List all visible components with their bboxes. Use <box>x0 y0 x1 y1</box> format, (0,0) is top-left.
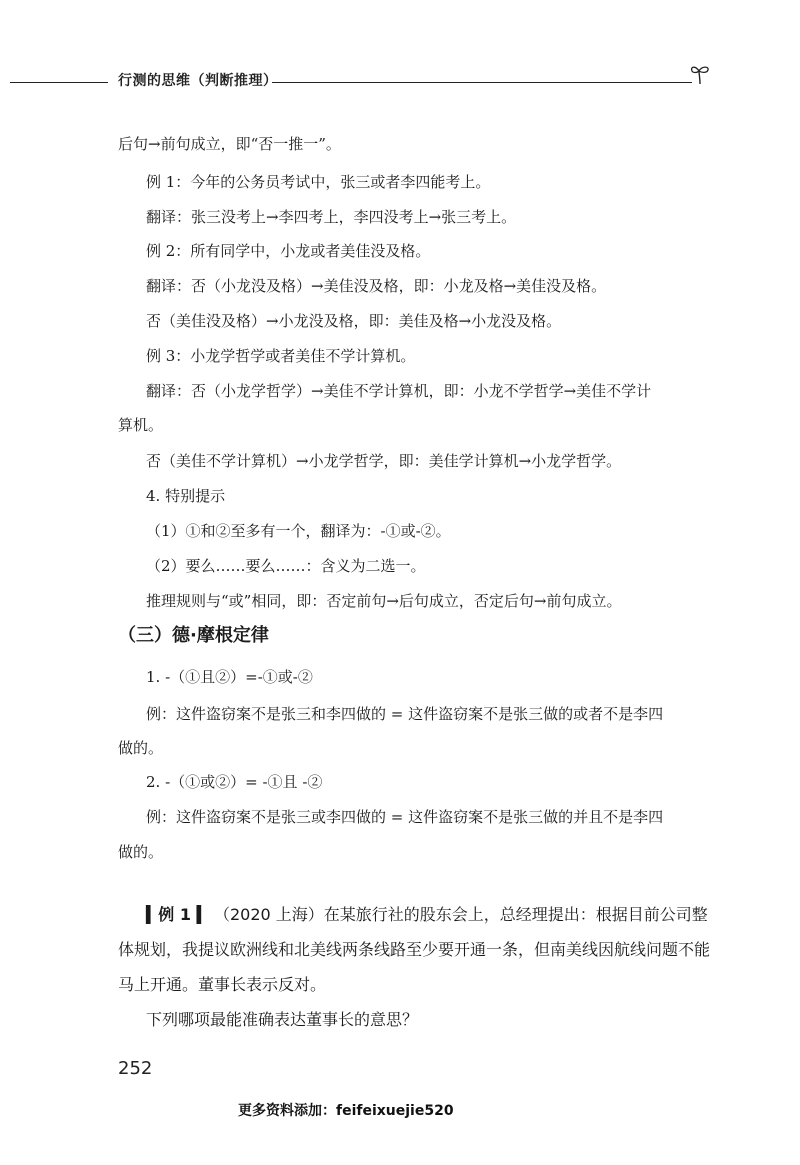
body-line: 例 2：所有同学中，小龙或者美佳没及格。 <box>146 242 431 260</box>
body-line: （1）①和②至多有一个，翻译为：-①或-②。 <box>146 522 451 540</box>
section-heading: （三）德·摩根定律 <box>118 625 269 646</box>
body-line: 否（美佳没及格）→小龙没及格，即：美佳及格→小龙没及格。 <box>146 312 562 330</box>
body-line: （2）要么……要么……：含义为二选一。 <box>146 557 426 575</box>
footer-label: 更多资料添加： <box>238 1103 336 1119</box>
body-line: 算机。 <box>118 416 164 434</box>
footer-handle: feifeixuejie520 <box>336 1103 454 1119</box>
running-header <box>0 62 800 102</box>
example-first-line <box>146 904 746 926</box>
law-line: 例：这件盗窃案不是张三或李四做的 = 这件盗窃案不是张三做的并且不是李四 <box>146 808 664 826</box>
body-line: 后句→前句成立，即“否一推一”。 <box>118 135 341 153</box>
body-line: 4. 特别提示 <box>146 487 226 505</box>
footer-note <box>238 1100 454 1120</box>
example-question: 下列哪项最能准确表达董事长的意思？ <box>146 1010 419 1029</box>
law-line: 做的。 <box>118 843 164 861</box>
body-line: 例 3：小龙学哲学或者美佳不学计算机。 <box>146 347 416 365</box>
header-rule-right <box>272 82 692 83</box>
law-line: 做的。 <box>118 739 164 757</box>
body-line: 否（美佳不学计算机）→小龙学哲学，即：美佳学计算机→小龙学哲学。 <box>146 452 622 470</box>
header-rule-left <box>10 82 108 83</box>
page-number: 252 <box>118 1058 153 1079</box>
body-line: 推理规则与“或”相同，即：否定前句→后句成立，否定后句→前句成立。 <box>146 592 622 610</box>
sprout-icon <box>688 62 712 90</box>
example-text: （2020 上海）在某旅行社的股东会上，总经理提出：根据目前公司整 <box>213 905 708 924</box>
body-line: 翻译：否（小龙学哲学）→美佳不学计算机，即：小龙不学哲学→美佳不学计 <box>146 382 652 400</box>
body-line: 翻译：张三没考上→李四考上，李四没考上→张三考上。 <box>146 208 517 226</box>
law-line: 2. -（①或②）= -①且 -② <box>146 773 323 791</box>
example-line: 体规划，我提议欧洲线和北美线两条线路至少要开通一条，但南美线因航线问题不能 <box>118 940 711 959</box>
body-line: 例 1：今年的公务员考试中，张三或者李四能考上。 <box>146 173 491 191</box>
example-marker: ▍例 1 ▍ <box>146 905 209 924</box>
law-line: 1. -（①且②）=-①或-② <box>146 668 313 686</box>
example-line: 马上开通。董事长表示反对。 <box>118 975 327 994</box>
header-title: 行测的思维（判断推理） <box>118 73 278 89</box>
body-line: 翻译：否（小龙没及格）→美佳没及格，即：小龙及格→美佳没及格。 <box>146 277 607 295</box>
law-line: 例：这件盗窃案不是张三和李四做的 = 这件盗窃案不是张三做的或者不是李四 <box>146 705 664 723</box>
